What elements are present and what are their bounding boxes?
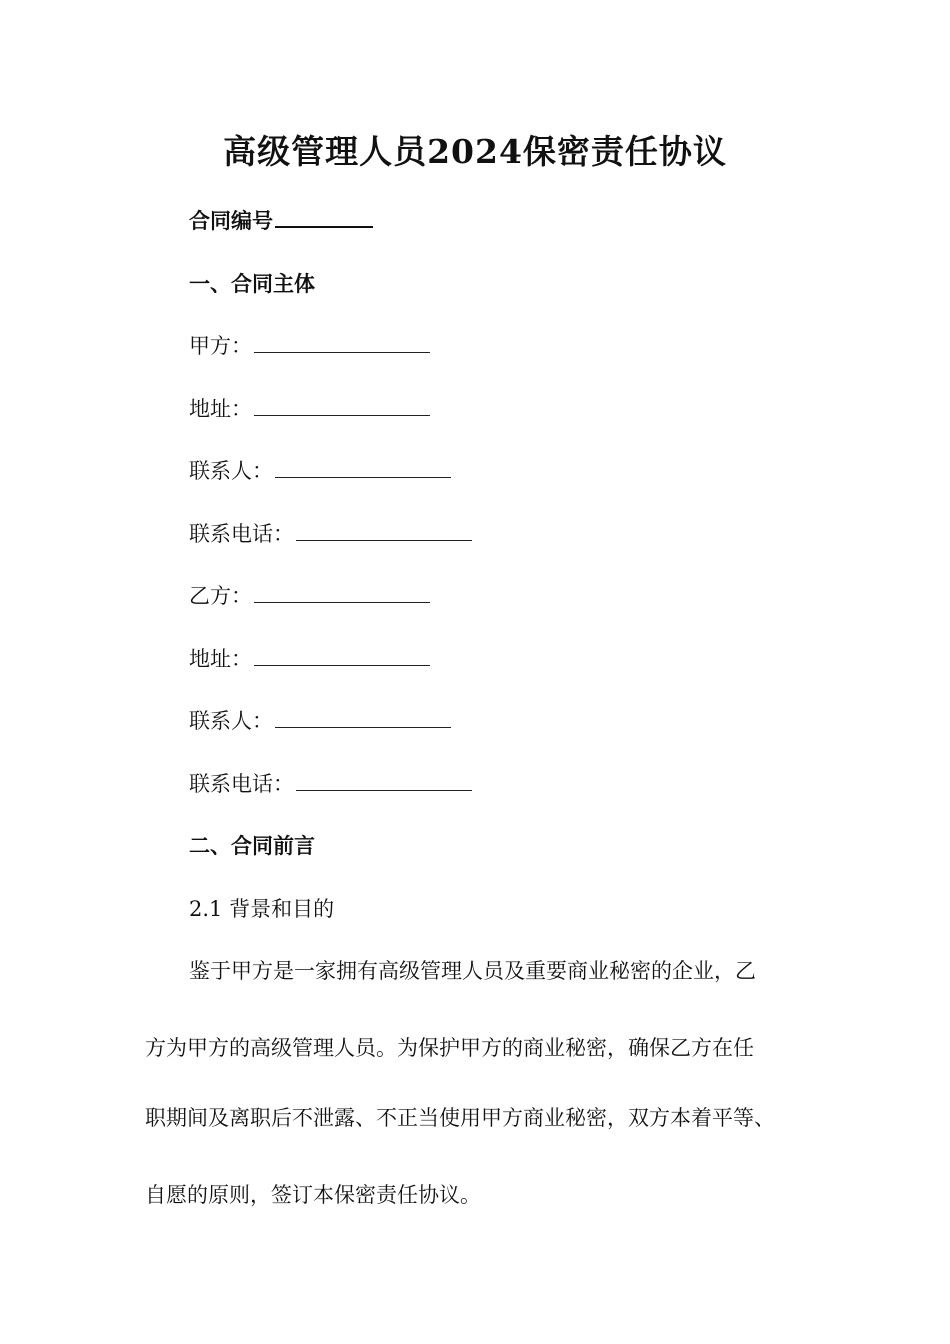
party-b-address-label: 地址： [189, 647, 252, 671]
party-b-phone-line [189, 769, 472, 799]
party-a-blank [254, 334, 430, 353]
paragraph-line: 自愿的原则，签订本保密责任协议。 [145, 1183, 481, 1207]
party-b-contact-line [189, 706, 451, 736]
party-a-address-line [189, 394, 430, 424]
section2-heading: 二、合同前言 [189, 833, 315, 858]
paragraph-line: 鉴于甲方是一家拥有高级管理人员及重要商业秘密的企业，乙 [189, 959, 756, 983]
party-b-blank [254, 584, 430, 603]
party-b-contact-blank [275, 709, 451, 728]
party-b-address-blank [254, 647, 430, 666]
paragraph-line: 职期间及离职后不泄露、不正当使用甲方商业秘密，双方本着平等、 [145, 1106, 775, 1130]
party-b-phone-label: 联系电话： [189, 772, 294, 796]
party-b-label: 乙方： [189, 584, 252, 608]
party-a-phone-label: 联系电话： [189, 522, 294, 546]
party-b-address-line [189, 644, 430, 674]
party-a-contact-line [189, 456, 451, 486]
party-a-line [189, 331, 430, 361]
document-title: 高级管理人员2024保密责任协议 [223, 132, 727, 171]
party-a-label: 甲方： [189, 334, 252, 358]
party-b-contact-label: 联系人： [189, 709, 273, 733]
party-a-contact-blank [275, 459, 451, 478]
party-a-phone-line [189, 519, 472, 549]
party-a-contact-label: 联系人： [189, 459, 273, 483]
party-a-phone-blank [296, 522, 472, 541]
section2-sub-heading: 2.1 背景和目的 [189, 897, 335, 921]
party-a-address-label: 地址： [189, 397, 252, 421]
paragraph-line: 方为甲方的高级管理人员。为保护甲方的商业秘密，确保乙方在任 [145, 1036, 754, 1060]
contract-number-line [189, 206, 373, 236]
contract-number-label: 合同编号 [189, 208, 273, 233]
party-a-address-blank [254, 397, 430, 416]
party-b-phone-blank [296, 772, 472, 791]
party-b-line [189, 581, 430, 611]
contract-number-blank [275, 208, 373, 228]
section1-heading: 一、合同主体 [189, 271, 315, 296]
